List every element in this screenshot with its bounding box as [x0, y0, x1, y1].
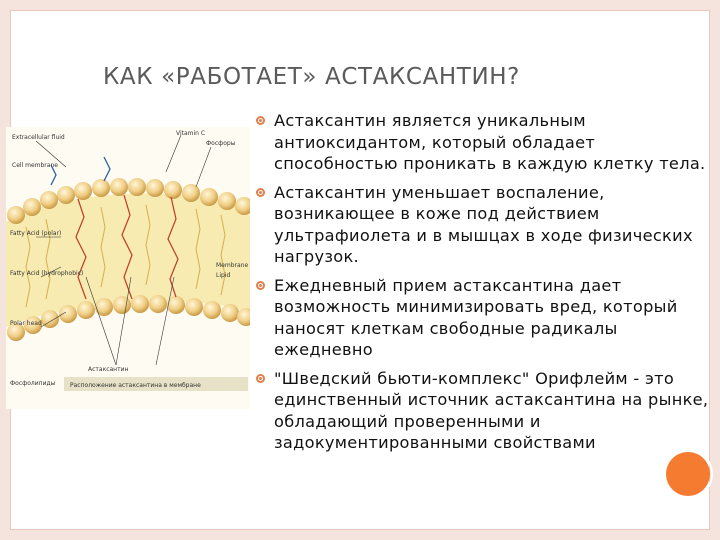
membrane-diagram [6, 127, 250, 409]
bullet-text: Астаксантин является уникальным антиоксидантом, который обладает способностью проникать в каждую клетку тела. [274, 111, 706, 173]
bullet-text: Астаксантин уменьшает воспаление, возникающее в коже под действием ультрафиолета и в мышцах в ходе физических нагрузок. [274, 182, 693, 266]
slide-title: КАК «РАБОТАЕТ» АСТАКСАНТИН? [103, 64, 520, 90]
svg-text:Membrane: Membrane [216, 262, 249, 269]
bullet-icon [256, 116, 265, 125]
bullet-item [254, 368, 709, 454]
slide-number-badge [666, 452, 710, 496]
svg-text:Vitamin C: Vitamin C [176, 130, 206, 137]
svg-text:Lipid: Lipid [216, 272, 231, 279]
svg-text:Extracellular fluid: Extracellular fluid [12, 134, 65, 141]
bullet-icon [256, 188, 265, 197]
svg-text:Polar head: Polar head [10, 320, 42, 327]
astaxanthin-label: Астаксантин [88, 366, 129, 373]
svg-text:Фосфолипиды: Фосфолипиды [10, 380, 56, 387]
bullet-icon [256, 374, 265, 383]
bullet-text: "Шведский бьюти-комплекс" Орифлейм - это единственный источник астаксантина на рынке, обладающий проверенными и задокументированными свойствами [274, 368, 709, 452]
bullet-icon [256, 281, 265, 290]
bullet-text: Ежедневный прием астаксантина дает возможность минимизировать вред, который наносят клеткам свободные радикалы ежедневно [274, 275, 678, 359]
svg-text:Cell membrane: Cell membrane [12, 162, 58, 169]
bullet-item [254, 275, 709, 361]
bullet-list [254, 110, 709, 461]
diagram-caption: Расположение астаксантина в мембране [70, 382, 201, 389]
svg-text:Fatty Acid (hydrophobic): Fatty Acid (hydrophobic) [10, 270, 84, 277]
bullet-item [254, 182, 709, 268]
svg-text:Фосфоры: Фосфоры [206, 140, 236, 147]
bullet-item [254, 110, 709, 175]
svg-text:Fatty Acid (polar): Fatty Acid (polar) [10, 230, 62, 237]
